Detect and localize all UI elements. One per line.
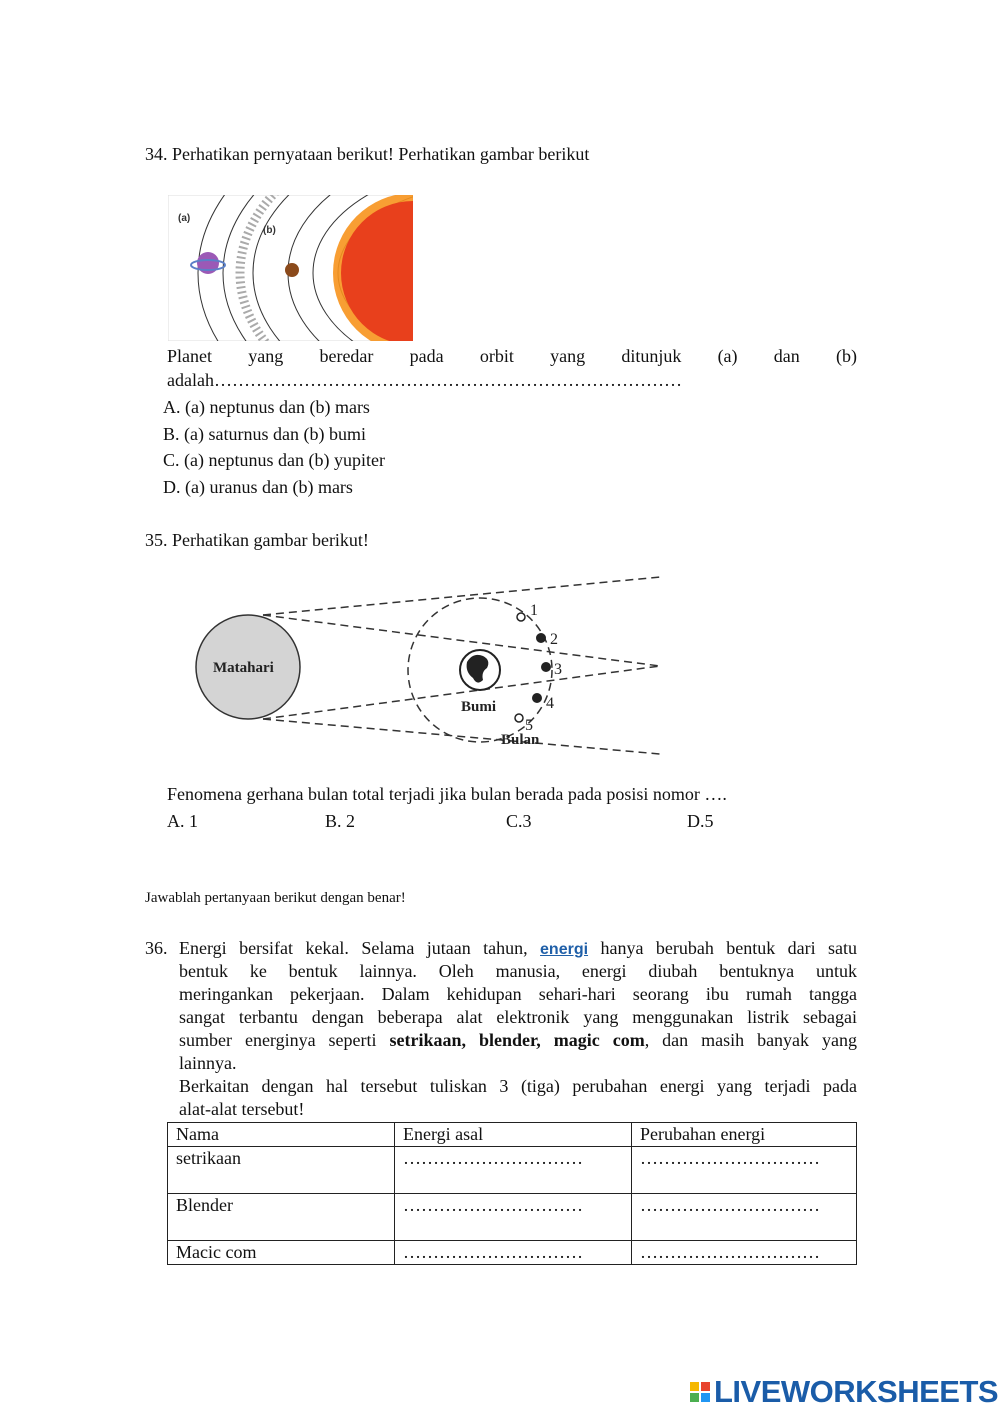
planet-icon bbox=[285, 263, 299, 277]
header-nama: Nama bbox=[168, 1123, 395, 1147]
q35-option-a: A. 1 bbox=[167, 811, 198, 831]
energy-table bbox=[167, 1122, 857, 1265]
answer-field[interactable]: ………………………… bbox=[395, 1241, 632, 1265]
eclipse-figure bbox=[185, 572, 675, 762]
answer-field[interactable]: ………………………… bbox=[395, 1194, 632, 1241]
q35-option-d: D.5 bbox=[687, 811, 714, 831]
instruction: Jawablah pertanyaan berikut dengan benar! bbox=[145, 890, 406, 906]
q34-question: 34. Perhatikan pernyataan berikut! Perhatikan gambar berikut bbox=[145, 144, 590, 164]
header-perubahan-energi: Perubahan energi bbox=[632, 1123, 857, 1147]
answer-field[interactable]: ………………………… bbox=[395, 1147, 632, 1194]
moon-position-3 bbox=[541, 662, 551, 672]
moon-position-4 bbox=[532, 693, 542, 703]
table-row: Blender ………………………… ………………………… bbox=[168, 1194, 857, 1241]
svg-text:Bulan: Bulan bbox=[501, 732, 540, 748]
q35-option-c: C.3 bbox=[506, 811, 532, 831]
svg-text:4: 4 bbox=[546, 695, 554, 712]
q34-option-b: B. (a) saturnus dan (b) bumi bbox=[163, 424, 366, 444]
energi-link[interactable]: energi bbox=[540, 941, 589, 958]
table-row: setrikaan ………………………… ………………………… bbox=[168, 1147, 857, 1194]
label-b: (b) bbox=[263, 225, 276, 236]
table-header-row bbox=[168, 1123, 857, 1147]
q35-stem: Fenomena gerhana bulan total terjadi jika bulan berada pada posisi nomor …. bbox=[167, 784, 727, 804]
answer-field[interactable]: ………………………… bbox=[632, 1147, 857, 1194]
q34-stem-blank: adalah…………………………………………………………………… bbox=[167, 370, 682, 390]
header-energi-asal: Energi asal bbox=[395, 1123, 632, 1147]
table-row: Macic com ………………………… ………………………… bbox=[168, 1241, 857, 1265]
svg-text:Bumi: Bumi bbox=[461, 699, 497, 715]
q35-option-b: B. 2 bbox=[325, 811, 356, 831]
q36-number: 36. bbox=[145, 938, 168, 958]
moon-position-5 bbox=[515, 714, 523, 722]
q36-passage: Energi bersifat kekal. Selama jutaan tahun, energi hanya berubah bentuk dari satu bentuk ke bentuk lainnya. Oleh manusia, energi diubah bentuknya untuk meringankan pekerjaan. Dalam kehidupan sehari-hari seorang ibu rumah tangga sangat terbantu dengan beberapa alat elektronik yang menggunakan listrik sebagai sumber energinya seperti setrikaan, blender, magic com, dan masih banyak yang lainnya. Berkaitan dengan hal tersebut tuliskan 3 (tiga) perubahan energi yang terjadi pada alat-alat tersebut! bbox=[179, 938, 858, 1119]
svg-text:Matahari: Matahari bbox=[213, 660, 274, 676]
q34-stem: Planet yang beredar pada orbit yang ditunjuk (a) dan (b) bbox=[167, 346, 857, 366]
solar-system-figure bbox=[168, 195, 413, 341]
svg-text:1: 1 bbox=[530, 602, 538, 619]
svg-text:2: 2 bbox=[550, 631, 558, 648]
moon-position-1 bbox=[517, 613, 525, 621]
q34-option-a: A. (a) neptunus dan (b) mars bbox=[163, 397, 370, 417]
logo-icon bbox=[690, 1382, 710, 1402]
svg-text:5: 5 bbox=[525, 717, 533, 734]
answer-field[interactable]: ………………………… bbox=[632, 1241, 857, 1265]
q34-option-c: C. (a) neptunus dan (b) yupiter bbox=[163, 450, 385, 470]
answer-field[interactable]: ………………………… bbox=[632, 1194, 857, 1241]
svg-text:3: 3 bbox=[554, 661, 562, 678]
liveworksheets-logo: LIVEWORKSHEETS bbox=[690, 1374, 998, 1410]
moon-position-2 bbox=[536, 633, 546, 643]
label-a: (a) bbox=[178, 213, 191, 224]
q34-option-d: D. (a) uranus dan (b) mars bbox=[163, 477, 353, 497]
q35-question: 35. Perhatikan gambar berikut! bbox=[145, 530, 369, 550]
